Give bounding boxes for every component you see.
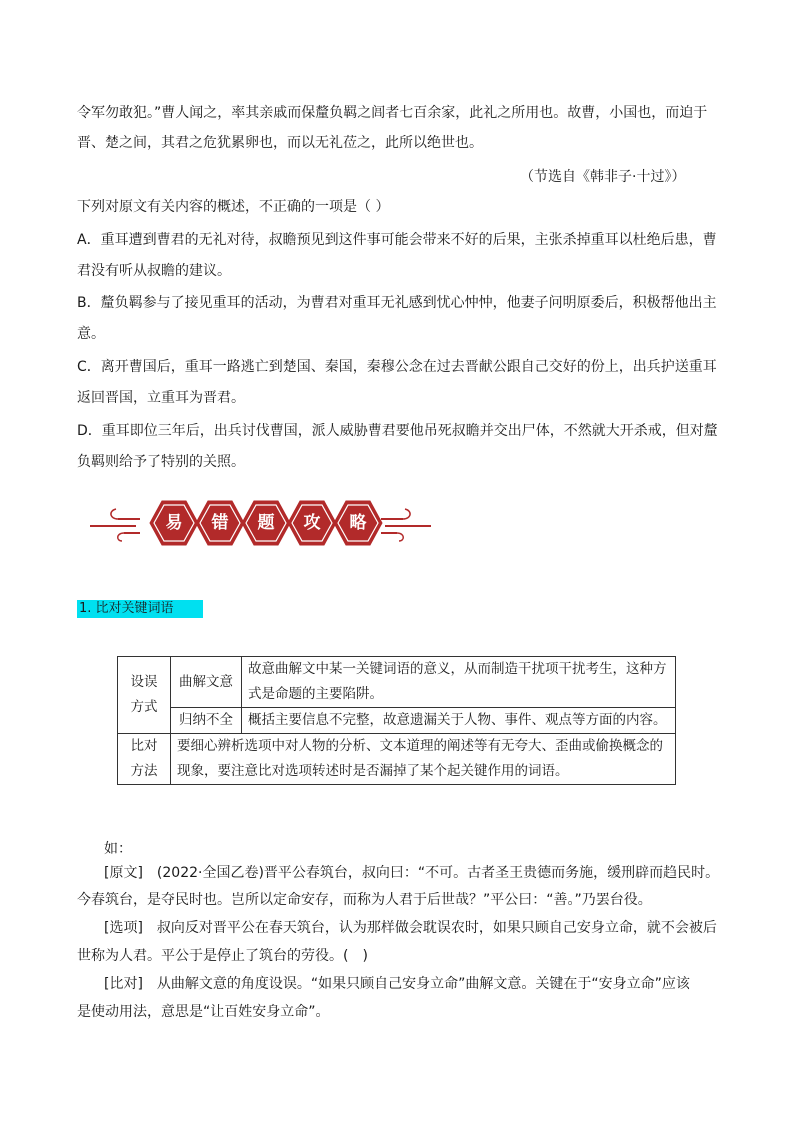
option-c-line2: 返回晋国，立重耳为晋君。 bbox=[77, 390, 245, 406]
passage-source: （节选自《韩非子·十过》） bbox=[520, 169, 686, 185]
table-row-header: 比对方法 bbox=[118, 734, 171, 785]
table-row bbox=[118, 734, 676, 785]
table-cell: 要细心辨析选项中对人物的分析、文本道理的阐述等有无夸大、歪曲或偷换概念的现象，要注意比对选项转述时是否漏掉了某个起关键作用的词语。 bbox=[171, 734, 676, 785]
table-cell: 故意曲解文中某一关键词语的意义，从而制造干扰项干扰考生，这种方式是命题的主要陷阱。 bbox=[242, 657, 676, 708]
banner-char: 题 bbox=[257, 513, 275, 533]
table-sub-label: 曲解文意 bbox=[171, 657, 242, 708]
section-heading: 1. 比对关键词语 bbox=[77, 600, 203, 618]
example-compare-line: 是使动用法，意思是“让百姓安身立命”。 bbox=[77, 1004, 330, 1020]
table-row bbox=[118, 657, 676, 708]
table-sub-label: 归纳不全 bbox=[171, 708, 242, 734]
example-original-line: [原文] (2022·全国乙卷)晋平公春筑台，叔向曰：“不可。古者圣王贵德而务施，缓刑辟而趋民时。 bbox=[104, 865, 720, 881]
banner-char: 易 bbox=[165, 513, 183, 533]
option-b-line2: 意。 bbox=[77, 326, 105, 342]
example-compare-line: [比对] 从曲解文意的角度设误。“如果只顾自己安身立命”曲解文意。关键在于“安身立命”应该 bbox=[104, 976, 690, 992]
section-banner bbox=[88, 495, 433, 551]
example-option-line: [选项] 叔向反对晋平公在春天筑台，认为那样做会耽误农时，如果只顾自己安身立命，就不会被后 bbox=[104, 920, 717, 936]
example-option-line: 世称为人君。平公于是停止了筑台的劳役。( ) bbox=[77, 948, 368, 964]
banner-char: 攻 bbox=[303, 513, 321, 533]
table-row-header: 设误方式 bbox=[118, 657, 171, 734]
example-original-line: 今春筑台，是夺民时也。岂所以定命安存，而称为人君于后世哉？”平公曰：“善。”乃罢台役。 bbox=[77, 892, 652, 908]
option-b-line1: B．釐负羁参与了接见重耳的活动，为曹君对重耳无礼感到忧心忡忡，他妻子问明原委后，积极帮他出主 bbox=[77, 295, 717, 311]
option-a-line2: 君没有听从叔瞻的建议。 bbox=[77, 263, 231, 279]
table-row bbox=[118, 708, 676, 734]
option-d-line2: 负羁则给予了特别的关照。 bbox=[77, 454, 245, 470]
banner-char: 错 bbox=[211, 513, 229, 533]
option-a-line1: A．重耳遭到曹君的无礼对待，叔瞻预见到这件事可能会带来不好的后果，主张杀掉重耳以杜绝后患，曹 bbox=[77, 232, 717, 248]
option-d-line1: D．重耳即位三年后，出兵讨伐曹国，派人威胁曹君要他吊死叔瞻并交出尸体，不然就大开杀戒，但对釐 bbox=[77, 423, 718, 439]
error-type-table bbox=[117, 656, 676, 785]
passage-line: 令军勿敢犯。”曹人闻之，率其亲戚而保釐负羁之闾者七百余家，此礼之所用也。故曹，小国也，而迫于 bbox=[77, 105, 708, 121]
passage-line: 晋、楚之间，其君之危犹累卵也，而以无礼莅之，此所以绝世也。 bbox=[77, 135, 483, 151]
example-intro: 如： bbox=[104, 841, 132, 857]
question-stem: 下列对原文有关内容的概述，不正确的一项是（ ） bbox=[77, 199, 390, 215]
table-cell: 概括主要信息不完整，故意遗漏关于人物、事件、观点等方面的内容。 bbox=[242, 708, 676, 734]
banner-char: 略 bbox=[349, 513, 367, 533]
option-c-line1: C．离开曹国后，重耳一路逃亡到楚国、秦国，秦穆公念在过去晋献公跟自己交好的份上，出兵护送重耳 bbox=[77, 359, 717, 375]
